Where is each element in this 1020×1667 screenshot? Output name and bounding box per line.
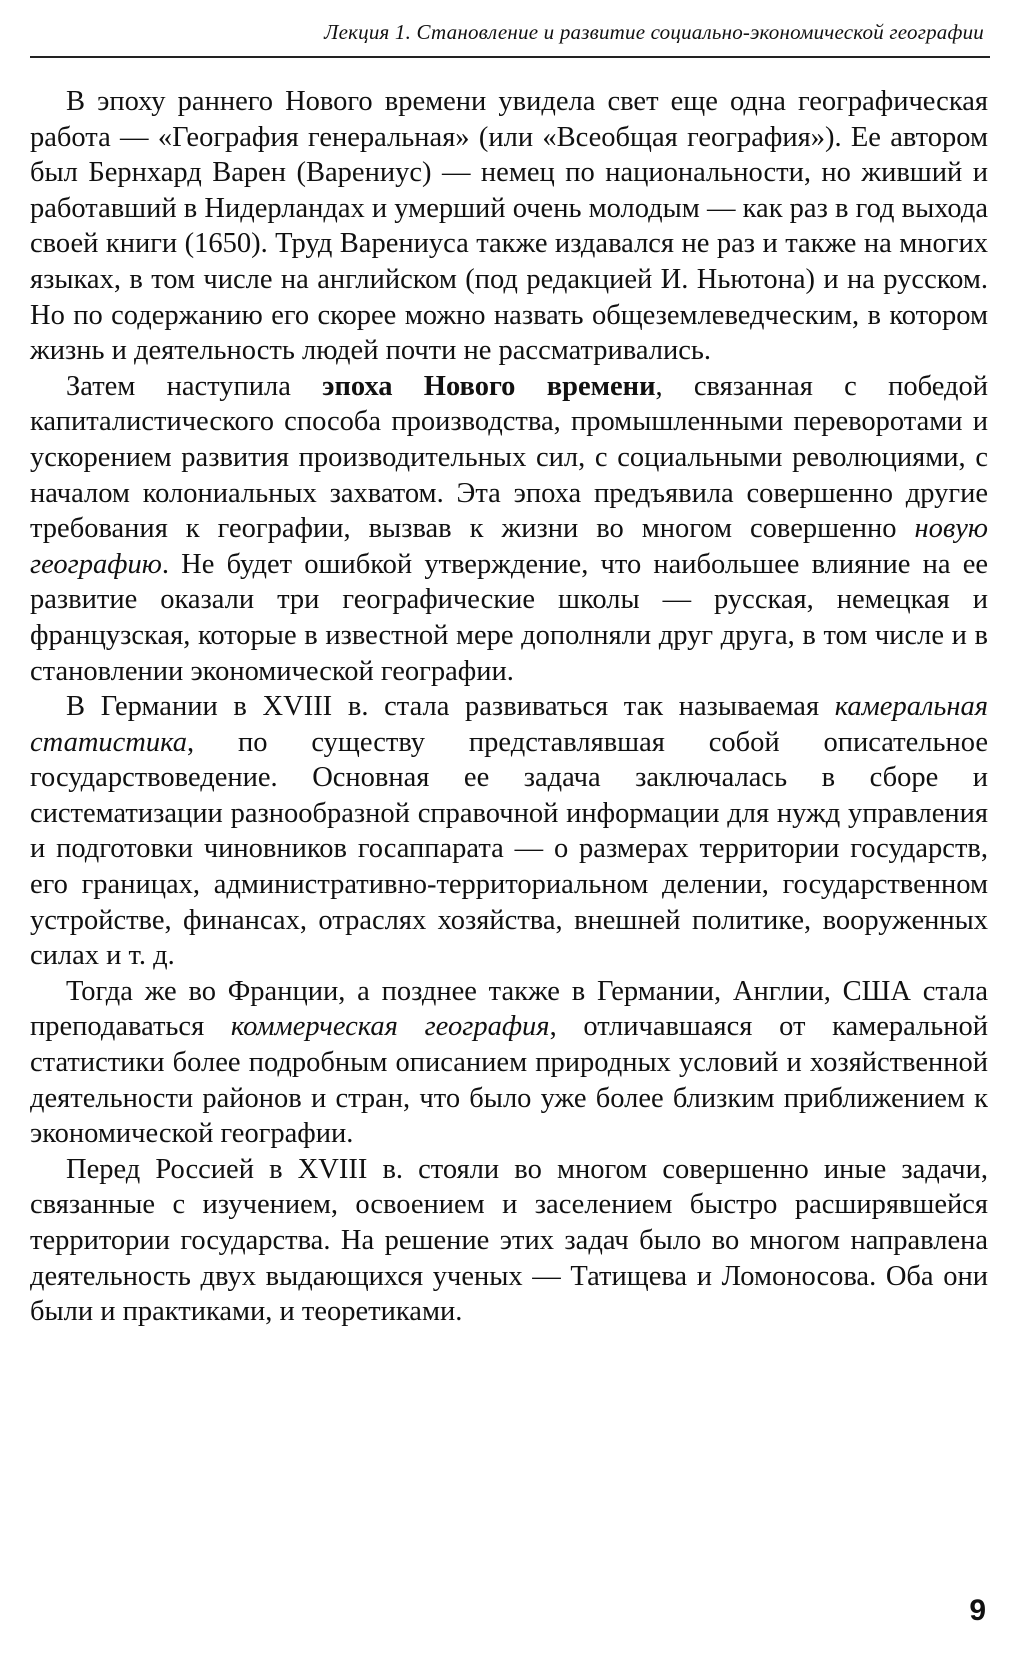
paragraph-text-wrapper xyxy=(30,369,988,689)
paragraph-commercial-geography xyxy=(30,974,988,1152)
running-title: Лекция 1. Становление и развитие социально-экономической географии xyxy=(324,20,984,44)
paragraph-new-era xyxy=(30,369,988,689)
paragraph-cameral-statistics xyxy=(30,689,988,974)
paragraph-text: , по существу представлявшая собой описательное государствоведение. Основная ее задача заключалась в сборе и систематизации разнообразной справочной информации для нужд управления и подготовки чиновников госаппарата — о размерах территории государств, его границах, административно-территориальном делении, государственном устройстве, финансах, отраслях хозяйства, внешней политике, вооруженных силах и т. д. xyxy=(30,726,988,972)
running-header xyxy=(30,18,990,58)
paragraph-russia xyxy=(30,1152,988,1330)
paragraph-varenius xyxy=(30,84,988,369)
term-new-geography: новую географию xyxy=(30,513,988,580)
term-new-era: эпоха Нового времени xyxy=(322,370,656,402)
term-commercial-geography: коммерческая география xyxy=(230,1011,550,1043)
paragraph-text: В эпоху раннего Нового времени увидела свет еще одна географическая работа — «География генеральная» (или «Всеобщая география»). Ее автором был Бернхард Варен (Варениус) — немец по национальности, но живший и работавший в Нидерландах и умерший очень молодым — как раз в год выхода своей книги (1650). Труд Варениуса также издавался не раз и также на многих языках, в том числе на английском (под редакцией И. Ньютона) и на русском. Но по содержанию его скорее можно назвать общеземлеведческим, в котором жизнь и деятельность людей почти не рассматривались. xyxy=(30,86,988,367)
paragraph-text: . Не будет ошибкой утверждение, что наибольшее влияние на ее развитие оказали три географические школы — русская, немецкая и французская, которые в известной мере дополняли друг друга, в том числе и в становлении экономической географии. xyxy=(30,548,988,687)
page-number: 9 xyxy=(969,1594,986,1627)
paragraph-text-wrapper xyxy=(30,974,988,1152)
page-body xyxy=(30,84,988,1330)
paragraph-text: , связанная с победой капиталистического способа производства, промышленными переворотами и ускорением развития производительных сил, с социальными революциями, с началом колониальных захватом. Эта эпоха предъявила совершенно другие требования к географии, вызвав к жизни во многом совершенно xyxy=(30,370,988,545)
paragraph-text: , отличавшаяся от камеральной статистики более подробным описанием природных условий и хозяйственной деятельности районов и стран, что было уже более близким приближением к экономической географии. xyxy=(30,1011,989,1150)
paragraph-text: В Германии в XVIII в. стала развиваться так называемая xyxy=(66,691,835,723)
term-cameral-statistics: камеральная статистика xyxy=(30,691,988,758)
paragraph-text: Перед Россией в XVIII в. стояли во многом совершенно иные задачи, связанные с изучением, освоением и заселением быстро расширявшейся территории государства. На решение этих задач было во многом направлена деятельность двух выдающихся ученых — Татищева и Ломоносова. Оба они были и практиками, и теоретиками. xyxy=(30,1153,988,1328)
paragraph-text: Затем наступила xyxy=(66,370,323,402)
paragraph-text: Тогда же во Франции, а позднее также в Германии, Англии, США стала преподаваться xyxy=(30,975,988,1043)
paragraph-text-wrapper xyxy=(30,689,988,974)
